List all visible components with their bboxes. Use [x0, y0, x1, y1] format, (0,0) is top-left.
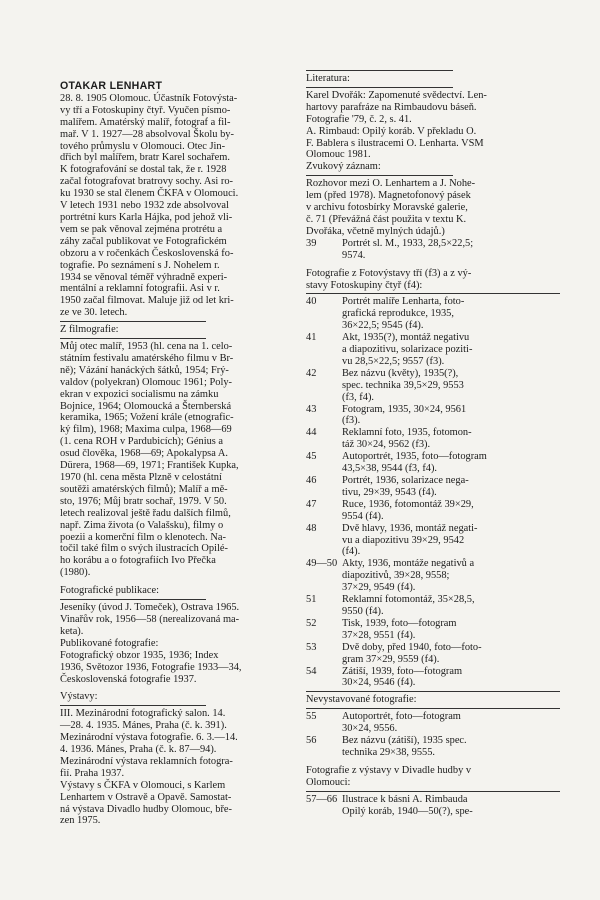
literature-line: Karel Dvořák: Zapomenuté svědectví. Len- — [306, 89, 487, 101]
published-photo-line: 1936, Světozor 1936, Fotografie 1933—34, — [60, 661, 242, 673]
entry-line: Portrét malíře Lenharta, foto- — [342, 296, 465, 308]
filmography-line: letech realizoval ještě řadu dalších filmů, — [60, 507, 231, 519]
filmography-line: keramika, 1965; Vožení krále (etnografic- — [60, 412, 234, 424]
entry-line: Ilustrace k básni A. Rimbauda — [342, 793, 468, 805]
sound-line: v archivu fotosbírky Moravské galerie, — [306, 202, 468, 214]
bio-line: 1950 začal filmovat. Maluje již od let kri- — [60, 295, 234, 307]
entry-number: 49—50 — [306, 558, 338, 570]
section-divider — [306, 708, 560, 709]
published-photo-line: Československá fotografie 1937. — [60, 673, 197, 685]
entry-line: grafická reprodukce, 1935, — [342, 308, 454, 320]
entry-line: 36×22,5; 9545 (f4). — [342, 320, 424, 332]
entry-line: Reklamní fotomontáž, 35×28,5, — [342, 594, 475, 606]
entry-line: Bez názvu (zátiší), 1935 spec. — [342, 735, 467, 747]
entry-line: diapozitivů, 39×28, 9558; — [342, 570, 450, 582]
sound-line: Dvořáka, včetně mylných údajů.) — [306, 225, 445, 237]
literature-line: Olomouc 1981. — [306, 149, 371, 161]
catalog-entry — [306, 296, 560, 332]
filmography-line: Dürera, 1968—69, 1971; František Kupka, — [60, 460, 239, 472]
entry-line: Akt, 1935(?), montáž negativu — [342, 332, 470, 344]
entry-line: Dvě doby, před 1940, foto—foto- — [342, 641, 482, 653]
filmography-line: např. Zima života (o Valašsku), filmy o — [60, 519, 224, 531]
section-heading: Olomouci: — [306, 776, 351, 788]
catalog-entry — [306, 642, 560, 666]
entry-number: 55 — [306, 711, 317, 723]
filmography-block — [60, 341, 312, 579]
bio-line: mentální a reklamní fotografii. Asi v r. — [60, 283, 220, 295]
entry-line: Opilý koráb, 1940—50(?), spe- — [342, 805, 473, 817]
entry-line: (f3, f4). — [342, 391, 375, 403]
exhibition-line: —28. 4. 1935. Mánes, Praha (č. k. 391). — [60, 720, 227, 732]
theatre-photos-list — [306, 794, 560, 818]
catalog-entry — [306, 666, 560, 690]
exhibition-line: III. Mezinárodní fotografický salon. 14. — [60, 708, 226, 720]
entry-number: 39 — [306, 237, 317, 249]
entry-text — [342, 404, 560, 428]
entry-line: vu a diapozitivu 39×29, 9542 — [342, 534, 465, 546]
bio-line: V letech 1931 nebo 1932 zde absolvoval — [60, 200, 229, 212]
bio-line: tografie. Po seznámení s J. Nohelem r. — [60, 259, 220, 271]
exhibition-line: Mezinárodní výstava reklamních fotogra- — [60, 755, 233, 767]
entry-text — [342, 618, 560, 642]
entry-text — [342, 499, 560, 523]
catalog-entry — [306, 794, 560, 818]
exhibition-line: 4. 1936. Mánes, Praha (č. k. 87—94). — [60, 744, 217, 756]
entry-text — [342, 594, 560, 618]
filmography-heading: Z filmografie: — [60, 324, 119, 336]
section-heading: stavy Fotoskupiny čtyř (f4): — [306, 279, 423, 291]
section-heading: Fotografie z Fotovýstavy tří (f3) a z vý- — [306, 267, 472, 279]
entry-text — [342, 427, 560, 451]
entry-text — [342, 475, 560, 499]
filmography-line: ho korábu a o fotografiích Ivo Přečka — [60, 555, 216, 567]
entry-number: 45 — [306, 451, 317, 463]
section-divider — [306, 70, 453, 71]
exhibition-line: Mezinárodní výstava fotografie. 6. 3.—14. — [60, 732, 238, 744]
section-heading: Nevystavované fotografie: — [306, 694, 417, 706]
bio-line: K fotografování se dostal tak, že r. 1928 — [60, 164, 227, 176]
catalog-entry — [306, 404, 560, 428]
filmography-line: ně); Vázání hanáckých šátků, 1954; Frý- — [60, 364, 229, 376]
filmography-line: osud člověka, 1968—69; Apokalypsa A. — [60, 448, 228, 460]
entry-line: 9554 (f4). — [342, 510, 384, 522]
entry-line: a diapozitivu, solarizace poziti- — [342, 344, 473, 356]
bio-line: začal fotografovat bratrovy sochy. Asi ro- — [60, 176, 234, 188]
bio-line: ze ve 30. letech. — [60, 307, 128, 319]
catalog-entry — [306, 368, 560, 404]
literature-line: hartovy parafráze na Rimbaudovu báseň. — [306, 101, 477, 113]
entry-line: tivu, 29×39, 9543 (f4). — [342, 486, 437, 498]
bio-line: vy tří a Fotoskupiny čtyř. Vyučen písmo- — [60, 104, 231, 116]
entry-number: 56 — [306, 735, 317, 747]
entry-line: Dvě hlavy, 1936, montáž negati- — [342, 522, 478, 534]
entry-line: (f4). — [342, 546, 361, 558]
catalog-entry — [306, 499, 560, 523]
bio-line: mař. V 1. 1927—28 absolvoval Školu by- — [60, 128, 234, 140]
bio-line: ku 1930 se stal členem ČKFA v Olomouci. — [60, 188, 239, 200]
literature-line: F. Bablera s ilustracemi O. Lenharta. VSM — [306, 137, 484, 149]
catalog-entry — [306, 332, 560, 368]
filmography-line: 1970 (hl. cena města Plzně v celostátní — [60, 472, 222, 483]
section-divider — [306, 791, 560, 792]
entry-line: gram 37×29, 9559 (f4). — [342, 653, 440, 665]
right-column — [306, 68, 560, 817]
left-column — [60, 68, 312, 827]
section-divider — [60, 321, 206, 322]
entry-text — [342, 711, 560, 735]
entry-number: 53 — [306, 641, 317, 653]
entry-line: (f3). — [342, 415, 361, 427]
entry-line: Portrét sl. M., 1933, 28,5×22,5; — [342, 237, 474, 249]
entry-number: 41 — [306, 332, 317, 344]
section-divider — [60, 705, 206, 706]
published-photo-line: Fotografický obzor 1935, 1936; Index — [60, 649, 219, 661]
exhibition-line: zen 1975. — [60, 815, 101, 827]
catalog-entry — [306, 711, 560, 735]
entry-line: Tisk, 1939, foto—fotogram — [342, 617, 457, 629]
publication-line: Vinařův rok, 1956—58 (nerealizovaná ma- — [60, 613, 240, 625]
bio-line: dřich byl malířem, bratr Karel sochařem. — [60, 152, 230, 164]
entry-line: 37×29, 9549 (f4). — [342, 582, 416, 594]
section-heading: Fotografie z výstavy v Divadle hudby v — [306, 764, 472, 776]
literature-line: Fotografie '79, č. 2, s. 41. — [306, 113, 412, 125]
filmography-line: ekran v expozici socialismu na zámku — [60, 388, 219, 400]
entry-number: 47 — [306, 498, 317, 510]
bio-line: záhy začal publikovat ve Fotografickém — [60, 235, 227, 247]
entry-number: 51 — [306, 594, 317, 606]
entry-text — [342, 558, 560, 594]
catalog-entry — [306, 618, 560, 642]
section-divider — [306, 175, 453, 176]
catalog-entry — [306, 427, 560, 451]
publication-line: keta). — [60, 625, 84, 637]
literature-line: A. Rimbaud: Opilý koráb. V překladu O. — [306, 125, 477, 137]
entry-line: Reklamní foto, 1935, fotomon- — [342, 427, 472, 439]
section-divider — [306, 87, 453, 88]
unexhibited-photos-list — [306, 711, 560, 759]
entry-line: 37×28, 9551 (f4). — [342, 629, 416, 641]
entry-text — [342, 666, 560, 690]
catalog-entry — [306, 558, 560, 594]
entry-number: 40 — [306, 296, 317, 308]
entry-line: Autoportrét, foto—fotogram — [342, 711, 461, 723]
entry-number: 57—66 — [306, 793, 338, 805]
filmography-line: sto, 1976; Můj bratr sochař, 1979. V 50. — [60, 495, 227, 507]
sound-line: Rozhovor mezi O. Lenhartem a J. Nohe- — [306, 178, 476, 190]
entry-text — [342, 451, 560, 475]
entry-line: vu 28,5×22,5; 9557 (f3). — [342, 355, 445, 367]
entry-line: Ruce, 1936, fotomontáž 39×29, — [342, 498, 474, 510]
literature-heading: Literatura: — [306, 73, 350, 84]
bio-line: 1934 se věnoval téměř výhradně experi- — [60, 271, 228, 283]
filmography-line: (1980). — [60, 567, 91, 579]
entry-number: 44 — [306, 427, 317, 439]
entry-line: 30×24, 9556. — [342, 723, 398, 735]
entry-text — [342, 296, 560, 332]
exhibition-line: Výstavy s ČKFA v Olomouci, s Karlem — [60, 779, 226, 791]
exhibition-line: Lenhartem v Ostravě a Opavě. Samostat- — [60, 791, 232, 803]
entry-line: Akty, 1936, montáže negativů a — [342, 558, 475, 570]
entry-text — [342, 735, 560, 759]
entry-line: Bez názvu (květy), 1935(?), — [342, 367, 459, 379]
section-divider — [306, 293, 560, 294]
catalog-entry — [306, 594, 560, 618]
section-divider — [60, 599, 206, 600]
exhibitions-heading: Výstavy: — [60, 691, 98, 703]
filmography-line: (1. cena ROH v Pardubicích); Génius a — [60, 436, 224, 448]
entry-line: táž 30×24, 9562 (f3). — [342, 439, 431, 451]
entry-number: 46 — [306, 475, 317, 486]
entry-line: 9574. — [342, 249, 366, 261]
entry-line: Portrét, 1936, solarizace nega- — [342, 475, 469, 486]
entry-text — [342, 332, 560, 368]
section-divider — [306, 691, 560, 692]
filmography-line: valdov (polyekran) Olomouc 1961; Poly- — [60, 376, 232, 388]
bio-line: obzoru a v ročenkách Československá fo- — [60, 247, 234, 259]
entry-number: 48 — [306, 522, 317, 534]
entry-number: 42 — [306, 367, 317, 379]
published-photos-heading: Publikované fotografie: — [60, 637, 159, 649]
sound-line: lem (před 1978). Magnetofonový pásek — [306, 190, 471, 202]
exhibition-line: fií. Praha 1937. — [60, 767, 125, 779]
entry-line: technika 29×38, 9555. — [342, 746, 436, 758]
filmography-line: poezii a komerční film o klenotech. Na- — [60, 531, 226, 543]
entry-line: Zátiší, 1939, foto—fotogram — [342, 665, 463, 677]
filmography-line: točil také film o svých ilustracích Opilé- — [60, 543, 228, 555]
filmography-line: státním festivalu amatérského filmu v Br- — [60, 352, 234, 364]
entry-number: 54 — [306, 665, 317, 677]
bio-line: 28. 8. 1905 Olomouc. Účastník Fotovýsta- — [60, 92, 238, 104]
entry-line: Fotogram, 1935, 30×24, 9561 — [342, 403, 467, 415]
entry-line: spec. technika 39,5×29, 9553 — [342, 379, 464, 391]
sound-line: č. 71 (Převážná část použita v textu K. — [306, 213, 467, 225]
entry-text — [342, 523, 560, 559]
catalog-entry — [306, 735, 560, 759]
exhibition-line: ná výstava Divadlo hudby Olomouc, bře- — [60, 803, 232, 815]
entry-text — [342, 642, 560, 666]
bio-line: portrétní kurs Karla Hájka, pod jehož vli- — [60, 211, 233, 223]
entry-line: 43,5×38, 9544 (f3, f4). — [342, 463, 438, 475]
sound-heading: Zvukový záznam: — [306, 161, 381, 173]
filmography-line: soutěži amatérských filmů); Malíř a mě- — [60, 483, 228, 495]
entry-text — [342, 238, 560, 262]
section-divider — [60, 338, 206, 339]
entry-line: Autoportrét, 1935, foto—fotogram — [342, 451, 487, 463]
bio-line: tového průmyslu v Olomouci. Otec Jin- — [60, 140, 226, 152]
entry-number: 43 — [306, 403, 317, 415]
catalog-entry — [306, 475, 560, 499]
catalog-entry — [306, 523, 560, 559]
entry-text — [342, 368, 560, 404]
publication-line: Jeseníky (úvod J. Tomeček), Ostrava 1965. — [60, 602, 240, 614]
entry-number: 52 — [306, 617, 317, 629]
filmography-line: Můj otec malíř, 1953 (hl. cena na 1. celo- — [60, 341, 233, 353]
filmography-line: ký film), 1968; Maxima culpa, 1968—69 — [60, 424, 232, 436]
author-heading: OTAKAR LENHART — [60, 80, 163, 92]
catalog-entry — [306, 451, 560, 475]
filmography-line: Bojnice, 1964; Olomoucká a Šternberská — [60, 400, 232, 412]
publications-heading: Fotografické publikace: — [60, 585, 159, 597]
exhibited-photos-list — [306, 296, 560, 689]
entry-line: 30×24, 9546 (f4). — [342, 677, 416, 689]
bio-block — [60, 93, 312, 319]
entry-line: 9550 (f4). — [342, 605, 384, 617]
bio-line: malířem. Amatérský malíř, fotograf a fil- — [60, 116, 231, 128]
entry-text — [342, 794, 560, 818]
bio-line: vem se pak věnoval zejména protrétu a — [60, 223, 223, 235]
catalog-entry — [306, 238, 560, 262]
